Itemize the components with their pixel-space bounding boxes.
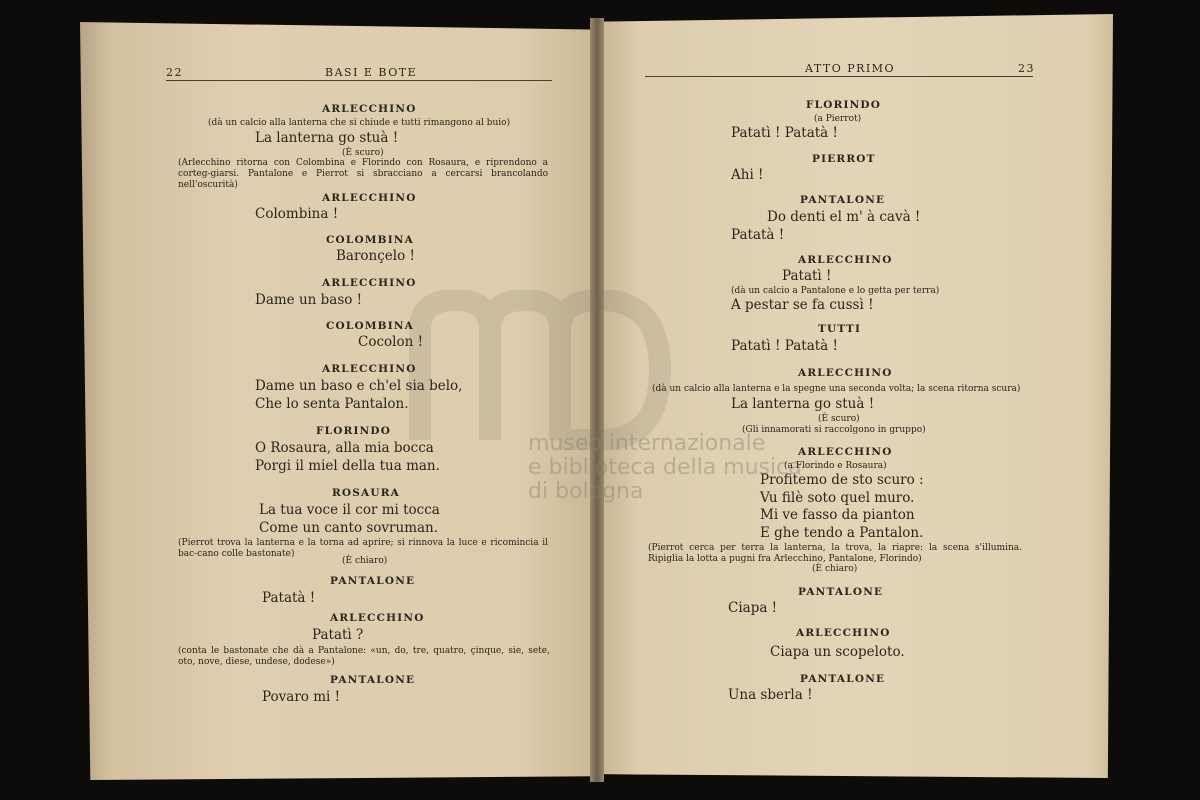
stage-direction: (È chiaro) bbox=[812, 564, 858, 574]
dialogue-line: Che lo senta Pantalon. bbox=[255, 396, 409, 412]
speaker-name: PANTALONE bbox=[800, 673, 886, 685]
stage-direction: (Arlecchino ritorna con Colombina e Florindo con Rosaura, e riprendono a corteg-giarsi. Pantalone e Pierrot si sbracciano a cercarsi brancolando nell'oscurità) bbox=[178, 158, 548, 190]
right-header-rule bbox=[645, 76, 1033, 77]
right-page-number: 23 bbox=[1018, 62, 1035, 75]
speaker-name: FLORINDO bbox=[806, 99, 882, 111]
watermark-line-3: di bologna bbox=[528, 479, 644, 504]
dialogue-line: Come un canto sovruman. bbox=[259, 520, 439, 536]
stage-direction: (dà un calcio alla lanterna e la spegne una seconda volta; la scena ritorna scura) bbox=[652, 384, 1021, 394]
dialogue-line: Patatì ? bbox=[312, 627, 364, 643]
stage-direction: (È chiaro) bbox=[342, 556, 388, 566]
speaker-name: ARLECCHINO bbox=[798, 446, 893, 458]
speaker-name: ARLECCHINO bbox=[322, 363, 417, 375]
speaker-name: ARLECCHINO bbox=[798, 367, 893, 379]
watermark-line-2: e biblioteca della musica bbox=[528, 455, 802, 480]
dialogue-line: Profitemo de sto scuro : bbox=[760, 472, 924, 488]
stage-direction: (a Florindo e Rosaura) bbox=[784, 461, 887, 471]
dialogue-line: La lanterna go stuà ! bbox=[731, 396, 875, 412]
speaker-name: PIERROT bbox=[812, 153, 876, 165]
dialogue-line: Mi ve fasso da pianton bbox=[760, 507, 915, 523]
speaker-name: PANTALONE bbox=[798, 586, 884, 598]
stage-direction: (dà un calcio alla lanterna che si chiude e tutti rimangono al buio) bbox=[208, 118, 511, 128]
speaker-name: PANTALONE bbox=[800, 194, 886, 206]
dialogue-line: Dame un baso ! bbox=[255, 292, 363, 308]
dialogue-line: E ghe tendo a Pantalon. bbox=[760, 525, 924, 541]
speaker-name: TUTTI bbox=[818, 323, 862, 335]
dialogue-line: Cocolon ! bbox=[358, 334, 424, 350]
dialogue-line: Baronçelo ! bbox=[336, 248, 415, 264]
speaker-name: ARLECCHINO bbox=[322, 277, 417, 289]
dialogue-line: Povaro mi ! bbox=[262, 689, 341, 705]
dialogue-line: Dame un baso e ch'el sia belo, bbox=[255, 378, 463, 394]
speaker-name: ARLECCHINO bbox=[330, 612, 425, 624]
speaker-name: ARLECCHINO bbox=[796, 627, 891, 639]
watermark-logo bbox=[400, 290, 700, 450]
dialogue-line: Patatà ! bbox=[731, 227, 785, 243]
dialogue-line: Ciapa un scopeloto. bbox=[770, 644, 905, 660]
dialogue-line: Ciapa ! bbox=[728, 600, 778, 616]
speaker-name: PANTALONE bbox=[330, 674, 416, 686]
stage-direction: (È scuro) bbox=[342, 148, 384, 158]
left-running-head: BASI E BOTE bbox=[325, 66, 418, 79]
speaker-name: ARLECCHINO bbox=[798, 254, 893, 266]
stage-direction: (È scuro) bbox=[818, 414, 860, 424]
dialogue-line: Patatì ! bbox=[782, 268, 832, 284]
speaker-name: COLOMBINA bbox=[326, 320, 414, 332]
left-page-number: 22 bbox=[166, 66, 183, 79]
dialogue-line: La tua voce il cor mi tocca bbox=[259, 502, 440, 518]
speaker-name: ARLECCHINO bbox=[322, 192, 417, 204]
left-header-rule bbox=[166, 80, 552, 81]
dialogue-line: La lanterna go stuà ! bbox=[255, 130, 399, 146]
stage-direction: (Pierrot trova la lanterna e la torna ad aprire; si rinnova la luce e ricomincia il bac-cano colle bastonate) bbox=[178, 538, 548, 559]
dialogue-line: Patatà ! bbox=[262, 590, 316, 606]
speaker-name: PANTALONE bbox=[330, 575, 416, 587]
watermark-line-1: museo internazionale bbox=[528, 431, 766, 456]
dialogue-line: Ahi ! bbox=[731, 167, 764, 183]
dialogue-line: A pestar se fa cussì ! bbox=[731, 297, 874, 313]
stage-direction: (conta le bastonate che dà a Pantalone: «un, do, tre, quatro, çinque, sie, sete, oto, nove, diese, undese, dodese») bbox=[178, 646, 550, 667]
stage-direction: (Gli innamorati si raccolgono in gruppo) bbox=[742, 425, 926, 435]
speaker-name: ROSAURA bbox=[332, 487, 401, 499]
dialogue-line: Vu filè soto quel muro. bbox=[760, 490, 915, 506]
stage-direction: (Pierrot cerca per terra la lanterna, la trova, la riapre: la scena s'illumina. Ripiglia la lotta a pugni fra Arlecchino, Pantalone, Florindo) bbox=[648, 543, 1022, 564]
speaker-name: COLOMBINA bbox=[326, 234, 414, 246]
speaker-name: FLORINDO bbox=[316, 425, 392, 437]
dialogue-line: Patatì ! Patatà ! bbox=[731, 125, 838, 141]
dialogue-line: O Rosaura, alla mia bocca bbox=[255, 440, 434, 456]
dialogue-line: Porgi il miel della tua man. bbox=[255, 458, 440, 474]
right-running-head: ATTO PRIMO bbox=[805, 62, 896, 75]
speaker-name: ARLECCHINO bbox=[322, 103, 417, 115]
dialogue-line: Una sberla ! bbox=[728, 687, 813, 703]
dialogue-line: Patatì ! Patatà ! bbox=[731, 338, 838, 354]
stage-direction: (a Pierrot) bbox=[814, 114, 862, 124]
dialogue-line: Do denti el m' à cavà ! bbox=[767, 209, 921, 225]
dialogue-line: Colombina ! bbox=[255, 206, 339, 222]
stage-direction: (dà un calcio a Pantalone e lo getta per terra) bbox=[731, 286, 940, 296]
